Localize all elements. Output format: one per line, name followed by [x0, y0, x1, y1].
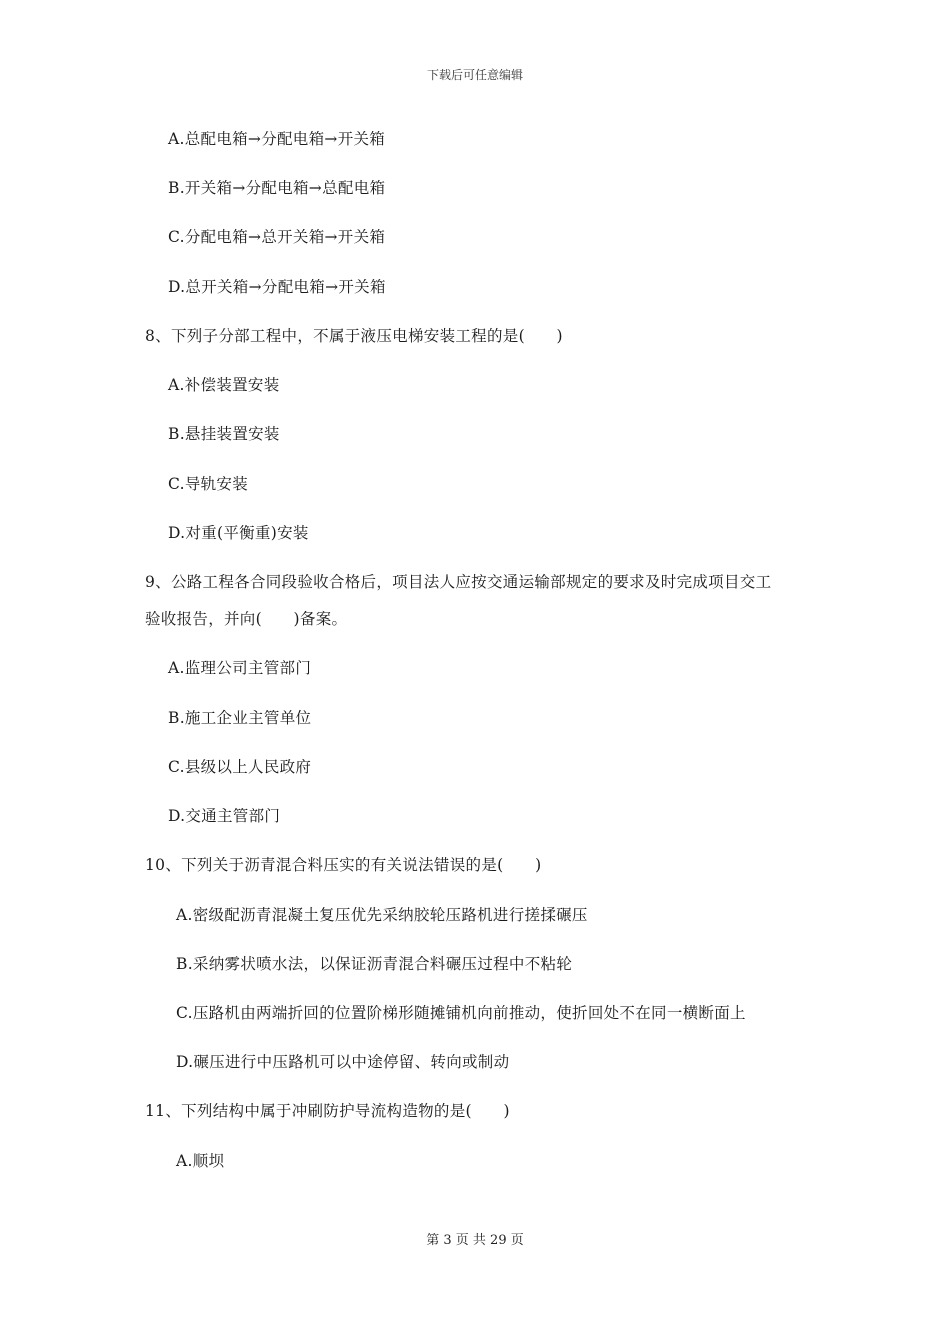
q10-option-c: C.压路机由两端折回的位置阶梯形随摊铺机向前推动，使折回处不在同一横断面上 [176, 1004, 746, 1022]
q8-option-c: C.导轨安装 [168, 475, 249, 493]
q10-option-d: D.碾压进行中压路机可以中途停留、转向或制动 [176, 1053, 510, 1071]
q9-question-line1: 9、公路工程各合同段验收合格后，项目法人应按交通运输部规定的要求及时完成项目交工 [145, 573, 772, 591]
q10-question: 10、下列关于沥青混合料压实的有关说法错误的是( ) [145, 856, 542, 874]
page-footer: 第 3 页 共 29 页 [426, 1233, 524, 1248]
q11-question: 11、下列结构中属于冲刷防护导流构造物的是( ) [145, 1102, 510, 1120]
q9-option-a: A.监理公司主管部门 [168, 659, 312, 677]
page-header: 下载后可任意编辑 [426, 68, 523, 82]
q10-option-a: A.密级配沥青混凝土复压优先采纳胶轮压路机进行搓揉碾压 [176, 906, 588, 924]
q7-option-b: B.开关箱→分配电箱→总配电箱 [168, 179, 386, 197]
q7-option-c: C.分配电箱→总开关箱→开关箱 [168, 228, 386, 246]
q9-option-d: D.交通主管部门 [168, 807, 281, 825]
q11-option-a: A.顺坝 [176, 1152, 225, 1170]
q8-question: 8、下列子分部工程中，不属于液压电梯安装工程的是( ) [145, 327, 563, 345]
q8-option-b: B.悬挂装置安装 [168, 425, 280, 443]
q7-option-d: D.总开关箱→分配电箱→开关箱 [168, 278, 386, 296]
q9-option-b: B.施工企业主管单位 [168, 709, 312, 727]
q9-option-c: C.县级以上人民政府 [168, 758, 312, 776]
q7-option-a: A.总配电箱→分配电箱→开关箱 [168, 130, 386, 148]
q8-option-a: A.补偿装置安装 [168, 376, 280, 394]
q8-option-d: D.对重(平衡重)安装 [168, 524, 309, 542]
q9-question-line2: 验收报告，并向( )备案。 [145, 610, 348, 628]
q10-option-b: B.采纳雾状喷水法，以保证沥青混合料碾压过程中不粘轮 [176, 955, 573, 973]
